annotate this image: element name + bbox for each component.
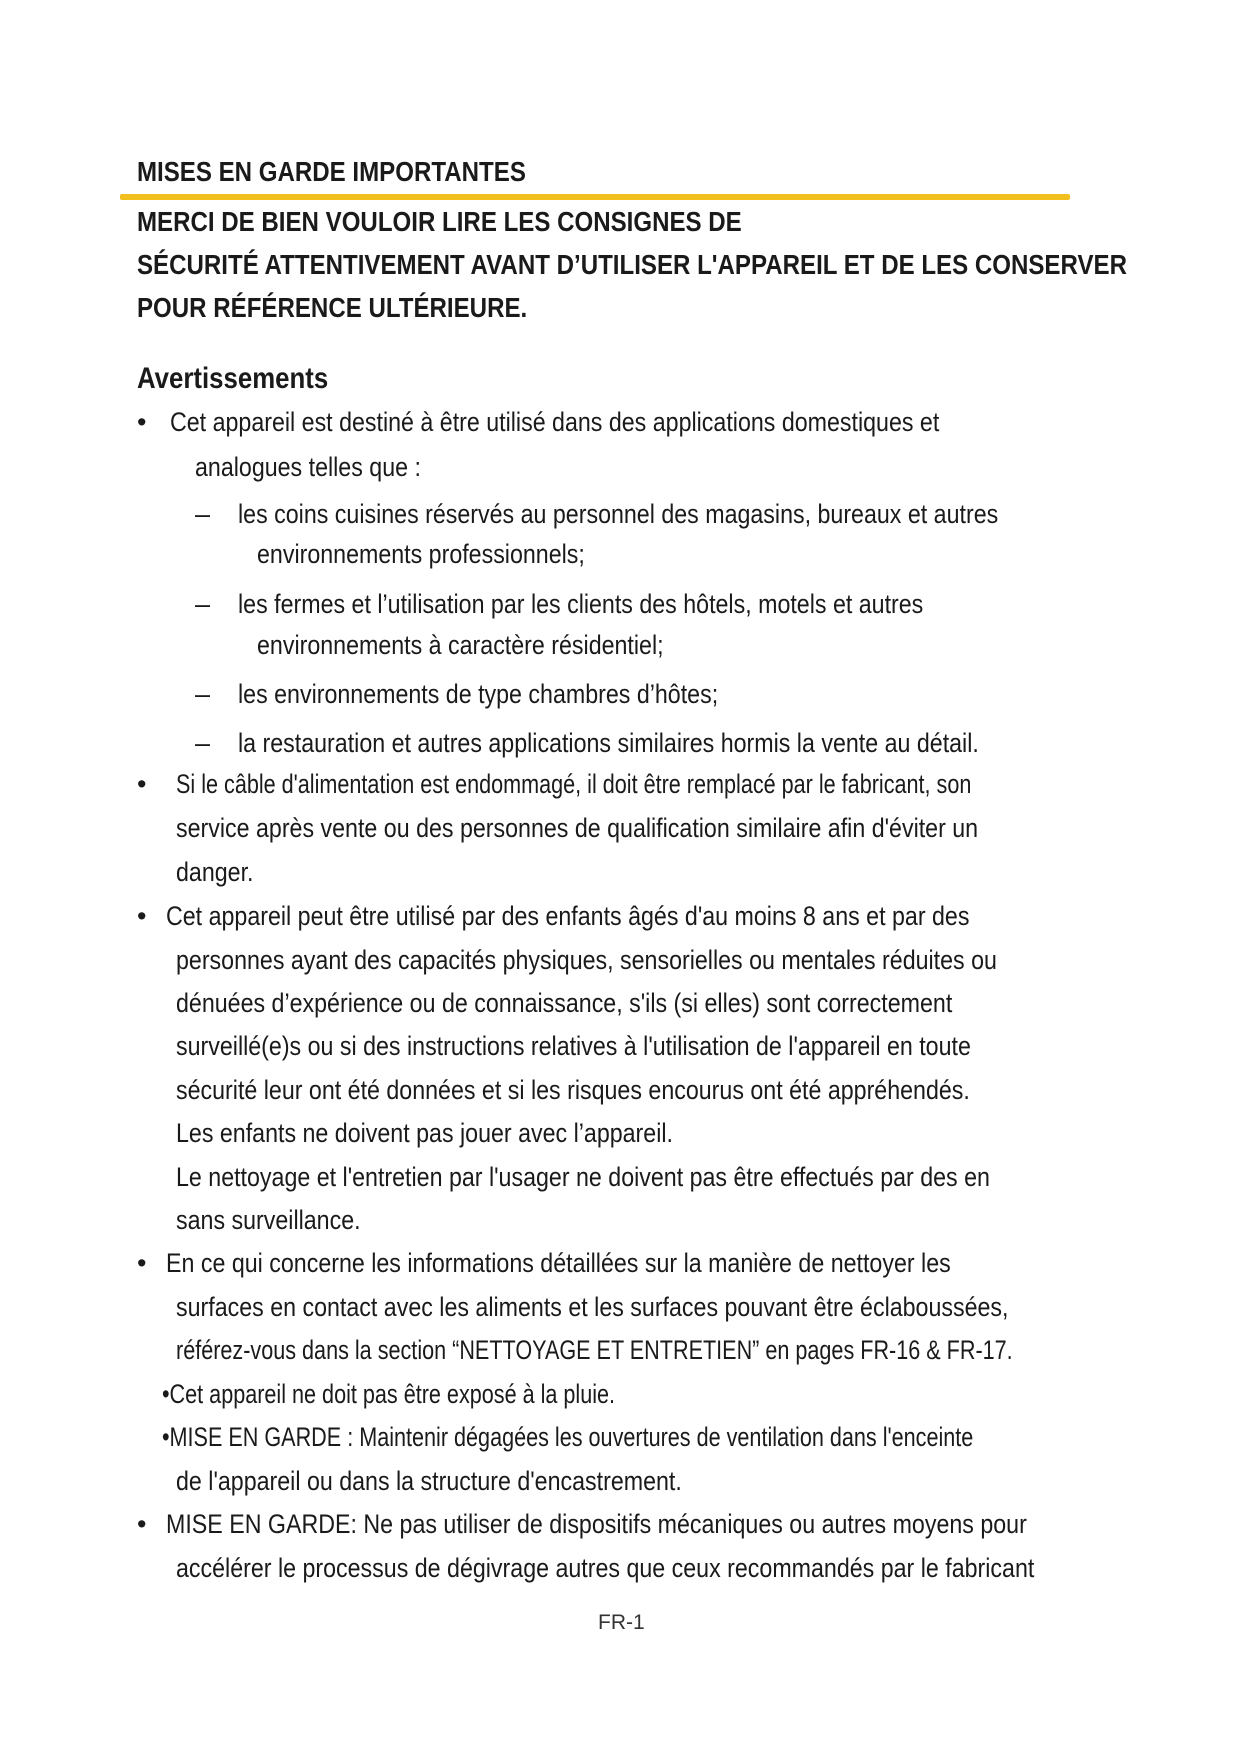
section-heading: Avertissements: [137, 362, 329, 395]
page-title: MISES EN GARDE IMPORTANTES: [137, 156, 526, 187]
text-line: Les enfants ne doivent pas jouer avec l’appareil.: [176, 1118, 673, 1148]
bullet-1: •: [137, 407, 147, 437]
title-underline: [120, 194, 1070, 200]
text-line: référez-vous dans la section “NETTOYAGE ET ENTRETIEN” en pages FR-16 & FR-17.: [176, 1335, 1013, 1365]
text-line: surveillé(e)s ou si des instructions relatives à l'utilisation de l'appareil en toute: [176, 1031, 971, 1061]
text-line: les fermes et l’utilisation par les clients des hôtels, motels et autres: [238, 589, 924, 619]
dash-3: –: [195, 679, 211, 709]
bullet-2: •: [137, 769, 147, 799]
text-line: Si le câble d'alimentation est endommagé, il doit être remplacé par le fabricant, son: [176, 769, 972, 799]
text-line: •MISE EN GARDE : Maintenir dégagées les ouvertures de ventilation dans l'enceinte: [162, 1422, 974, 1452]
text-line: sécurité leur ont été données et si les risques encourus ont été appréhendés.: [176, 1075, 970, 1105]
text-line: Le nettoyage et l'entretien par l'usager ne doivent pas être effectués par des en: [176, 1162, 990, 1192]
notice-line-3: POUR RÉFÉRENCE ULTÉRIEURE.: [137, 292, 528, 323]
dash-1: –: [195, 499, 211, 529]
bullet-3: •: [137, 901, 147, 931]
text-line: •Cet appareil ne doit pas être exposé à la pluie.: [162, 1379, 616, 1409]
notice-line-2: SÉCURITÉ ATTENTIVEMENT AVANT D’UTILISER L'APPAREIL ET DE LES CONSERVER: [137, 249, 1127, 280]
text-line: accélérer le processus de dégivrage autres que ceux recommandés par le fabricant: [176, 1553, 1035, 1583]
text-line: dénuées d’expérience ou de connaissance, s'ils (si elles) sont correctement: [176, 988, 953, 1018]
page-number: FR-1: [598, 1611, 645, 1634]
dash-4: –: [195, 728, 211, 758]
text-line: la restauration et autres applications similaires hormis la vente au détail.: [238, 728, 979, 758]
text-line: service après vente ou des personnes de qualification similaire afin d'éviter un: [176, 813, 979, 843]
text-line: personnes ayant des capacités physiques, sensorielles ou mentales réduites ou: [176, 945, 997, 975]
text-line: environnements à caractère résidentiel;: [257, 630, 664, 660]
text-line: surfaces en contact avec les aliments et les surfaces pouvant être éclaboussées,: [176, 1292, 1009, 1322]
text-line: sans surveillance.: [176, 1205, 361, 1235]
text-line: danger.: [176, 857, 254, 887]
text-line: Cet appareil est destiné à être utilisé dans des applications domestiques et: [170, 407, 940, 437]
text-line: environnements professionnels;: [257, 539, 585, 569]
dash-2: –: [195, 589, 211, 619]
text-line: les coins cuisines réservés au personnel des magasins, bureaux et autres: [238, 499, 999, 529]
text-line: MISE EN GARDE: Ne pas utiliser de dispositifs mécaniques ou autres moyens pour: [166, 1509, 1027, 1539]
text-line: de l'appareil ou dans la structure d'encastrement.: [176, 1466, 682, 1496]
bullet-4: •: [137, 1248, 147, 1278]
bullet-5: •: [137, 1509, 147, 1539]
notice-line-1: MERCI DE BIEN VOULOIR LIRE LES CONSIGNES DE: [137, 206, 742, 237]
text-line: Cet appareil peut être utilisé par des enfants âgés d'au moins 8 ans et par des: [166, 901, 970, 931]
text-line: analogues telles que :: [195, 452, 421, 482]
text-line: les environnements de type chambres d’hôtes;: [238, 679, 719, 709]
text-line: En ce qui concerne les informations détaillées sur la manière de nettoyer les: [166, 1248, 951, 1278]
